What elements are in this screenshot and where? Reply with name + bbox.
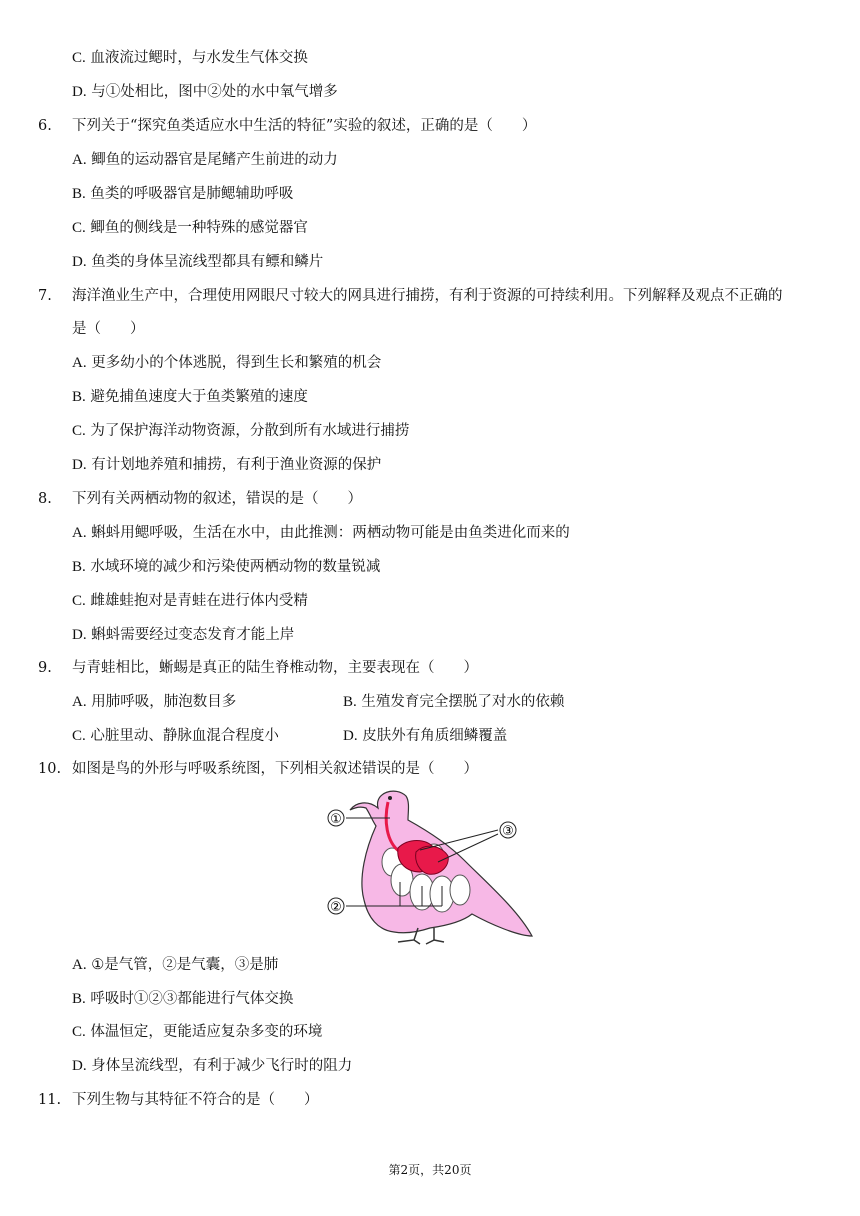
q7-option-a: A. 更多幼小的个体逃脱，得到生长和繁殖的机会 (72, 355, 382, 371)
q8-option-b: B. 水域环境的减少和污染使两栖动物的数量锐减 (72, 559, 381, 575)
q6-option-a: A. 鲫鱼的运动器官是尾鳍产生前进的动力 (72, 152, 338, 168)
label-3-text: ③ (502, 824, 514, 839)
q8-number: 8. (38, 491, 52, 507)
q7-stem-line1: 海洋渔业生产中，合理使用网眼尺寸较大的网具进行捕捞，有利于资源的可持续利用。下列解释及观点不正确的 (72, 288, 783, 304)
q8-option-c: C. 雌雄蛙抱对是青蛙在进行体内受精 (72, 593, 308, 609)
q8-stem: 下列有关两栖动物的叙述，错误的是（ ） (72, 491, 362, 507)
q9-option-c: C. 心脏里动、静脉血混合程度小 (72, 728, 279, 744)
q6-option-b: B. 鱼类的呼吸器官是肺鳃辅助呼吸 (72, 186, 294, 202)
q7-option-b: B. 避免捕鱼速度大于鱼类繁殖的速度 (72, 389, 308, 405)
q10-stem: 如图是鸟的外形与呼吸系统图，下列相关叙述错误的是（ ） (72, 761, 478, 777)
q5-option-c: C. 血液流过鳃时，与水发生气体交换 (72, 50, 308, 66)
page-footer: 第2页，共20页 (388, 1163, 472, 1177)
q10-option-d: D. 身体呈流线型，有利于减少飞行时的阻力 (72, 1058, 353, 1074)
q7-number: 7. (38, 288, 52, 304)
label-1-text: ① (330, 812, 342, 827)
q7-option-c: C. 为了保护海洋动物资源，分散到所有水域进行捕捞 (72, 423, 410, 439)
q7-option-d: D. 有计划地养殖和捕捞，有利于渔业资源的保护 (72, 457, 382, 473)
q10-option-c: C. 体温恒定，更能适应复杂多变的环境 (72, 1024, 323, 1040)
q9-stem: 与青蛙相比，蜥蜴是真正的陆生脊椎动物，主要表现在（ ） (72, 660, 478, 676)
bird-respiratory-figure (322, 786, 542, 948)
q5-option-d: D. 与①处相比，图中②处的水中氧气增多 (72, 84, 338, 100)
q8-option-d: D. 蝌蚪需要经过变态发育才能上岸 (72, 627, 295, 643)
label-3 (500, 822, 516, 839)
q10-number: 10. (38, 761, 62, 777)
label-2 (328, 898, 344, 915)
q6-number: 6. (38, 118, 52, 134)
q9-option-b: B. 生殖发育完全摆脱了对水的依赖 (343, 694, 565, 710)
label-2-text: ② (330, 900, 342, 915)
q11-number: 11. (38, 1092, 62, 1108)
q9-option-a: A. 用肺呼吸，肺泡数目多 (72, 694, 237, 710)
bird-diagram (322, 786, 542, 948)
q9-option-d: D. 皮肤外有角质细鳞覆盖 (343, 728, 508, 744)
q6-option-d: D. 鱼类的身体呈流线型都具有鳔和鳞片 (72, 254, 324, 270)
q10-option-a: A. ①是气管，②是气囊，③是肺 (72, 957, 279, 973)
q10-option-b: B. 呼吸时①②③都能进行气体交换 (72, 991, 294, 1007)
label-1 (328, 810, 344, 827)
q11-stem: 下列生物与其特征不符合的是（ ） (72, 1092, 319, 1108)
q7-stem-line2: 是（ ） (72, 321, 145, 337)
q6-stem: 下列关于“探究鱼类适应水中生活的特征”实验的叙述，正确的是（ ） (72, 118, 537, 134)
bird-eye (388, 796, 392, 800)
q9-number: 9. (38, 660, 52, 676)
q6-option-c: C. 鲫鱼的侧线是一种特殊的感觉器官 (72, 220, 308, 236)
q8-option-a: A. 蝌蚪用鳃呼吸，生活在水中，由此推测：两栖动物可能是由鱼类进化而来的 (72, 525, 570, 541)
